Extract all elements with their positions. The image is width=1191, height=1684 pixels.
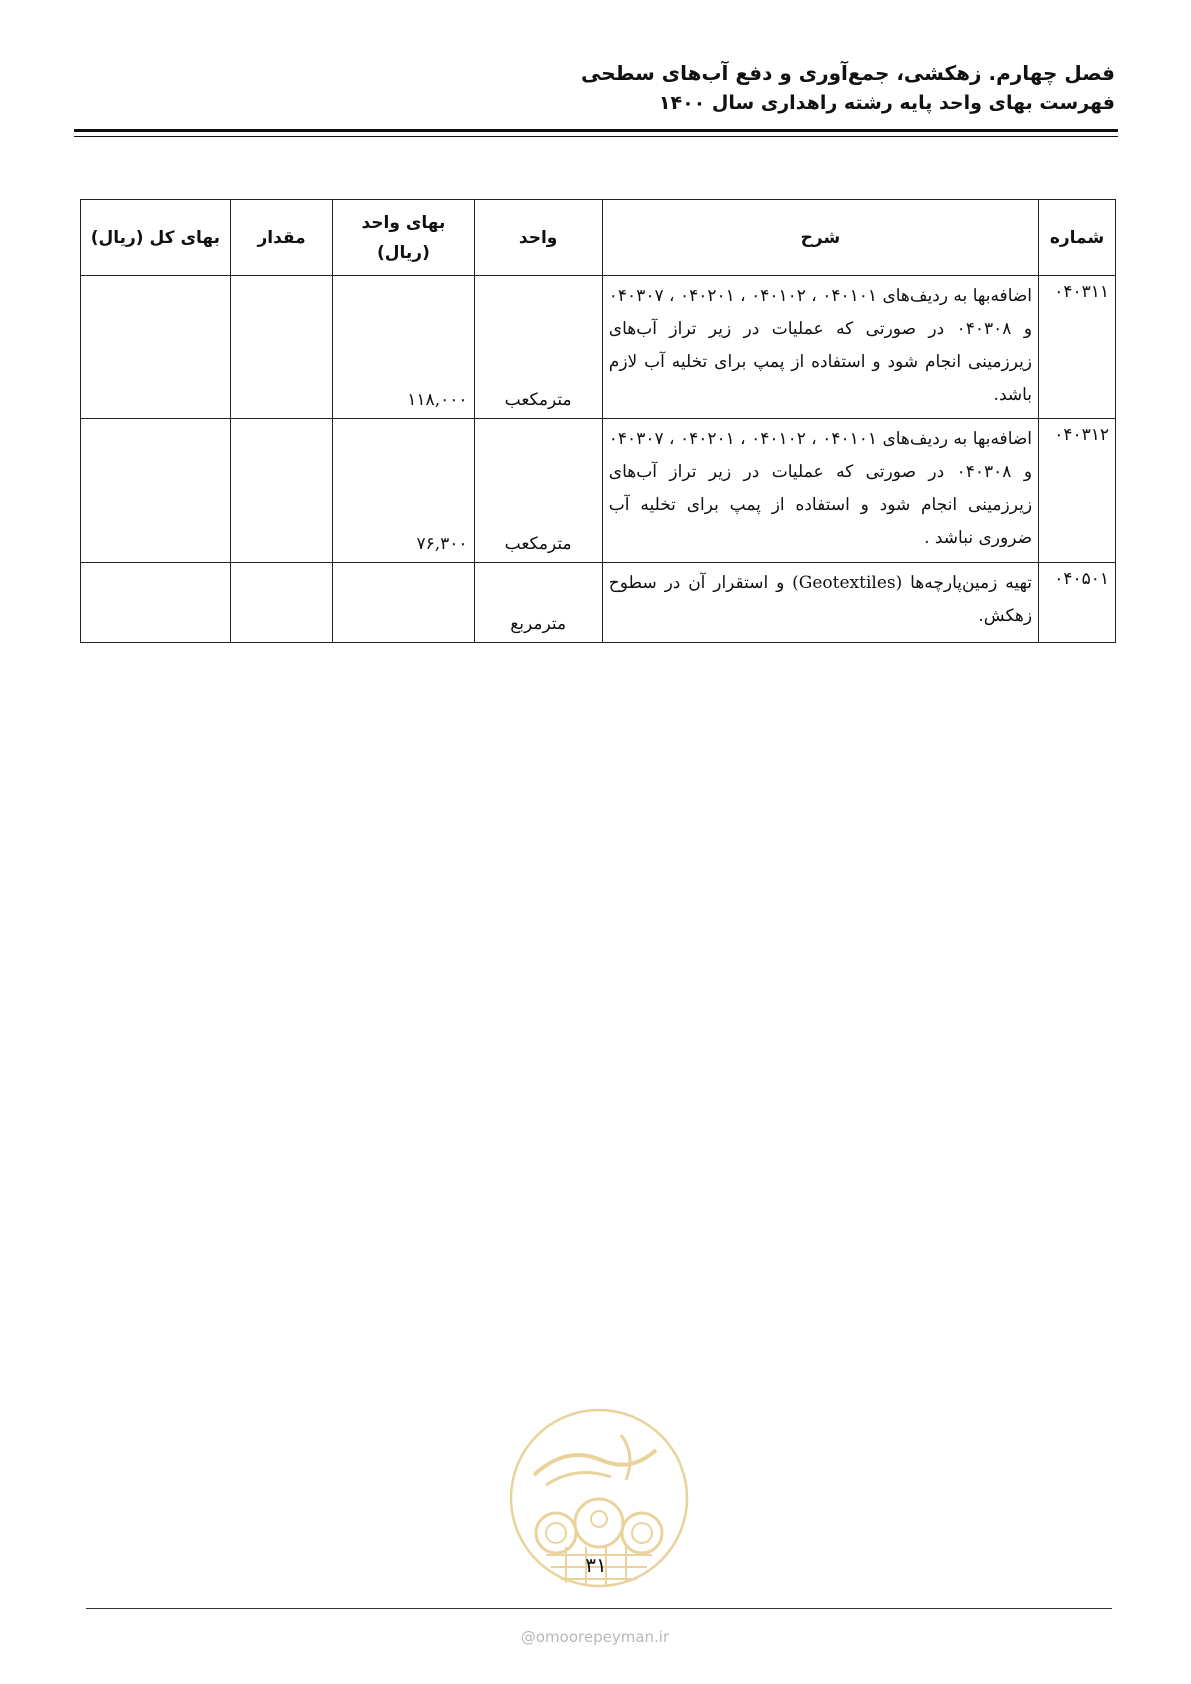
row-unit-price	[333, 563, 474, 643]
table-row	[81, 276, 1116, 419]
row-quantity	[230, 276, 333, 419]
row-unit: مترمکعب	[474, 276, 602, 419]
column-header-unit: واحد	[474, 200, 602, 276]
column-header-unit-price	[333, 200, 474, 276]
row-description	[602, 563, 1038, 643]
row-description: اضافه‌بها به ردیف‌های ۰۴۰۱۰۱ ، ۰۴۰۱۰۲ ، ۰۴۰۲۰۱ ، ۰۴۰۳۰۷ و ۰۴۰۳۰۸ در صورتی که عملیات در زیر تراز آب‌های زیرزمینی انجام شود و استفاده از پمپ برای تخلیه آب لازم باشد.	[602, 276, 1038, 419]
row-description: اضافه‌بها به ردیف‌های ۰۴۰۱۰۱ ، ۰۴۰۱۰۲ ، ۰۴۰۲۰۱ ، ۰۴۰۳۰۷ و ۰۴۰۳۰۸ در صورتی که عملیات در زیر تراز آب‌های زیرزمینی انجام شود و استفاده از پمپ برای تخلیه آب ضروری نباشد .	[602, 419, 1038, 563]
row-unit-price: ۷۶,۳۰۰	[333, 419, 474, 563]
row-number: ۰۴۰۳۱۱	[1039, 276, 1116, 419]
header-double-rule	[74, 129, 1118, 137]
price-list-title: فهرست بهای واحد پایه رشته راهداری سال ۱۴۰۰	[658, 92, 1115, 114]
table-row	[81, 563, 1116, 643]
footer-rule	[86, 1608, 1112, 1609]
row-quantity	[230, 419, 333, 563]
table-header-row	[81, 200, 1116, 276]
row-total-price	[81, 419, 231, 563]
column-header-unit-price-line2: (ریال)	[377, 242, 430, 263]
row-quantity	[230, 563, 333, 643]
row-total-price	[81, 276, 231, 419]
row-description-part2: ) و استقرار آن در سطوح زهکش.	[608, 573, 1033, 626]
row-unit-price: ۱۱۸,۰۰۰	[333, 276, 474, 419]
column-header-quantity: مقدار	[230, 200, 333, 276]
price-table-container	[80, 199, 1116, 643]
page-number: ۳۱	[585, 1553, 607, 1577]
row-unit: مترمربع	[474, 563, 602, 643]
row-number: ۰۴۰۵۰۱	[1039, 563, 1116, 643]
column-header-description: شرح	[602, 200, 1038, 276]
price-table	[80, 199, 1116, 643]
row-description-latin-term: Geotextiles	[798, 573, 896, 593]
chapter-title: فصل چهارم. زهکشی، جمع‌آوری و دفع آب‌های سطحی	[580, 61, 1115, 85]
row-total-price	[81, 563, 231, 643]
column-header-number: شماره	[1039, 200, 1116, 276]
row-unit: مترمکعب	[474, 419, 602, 563]
page-header	[75, 58, 1115, 118]
row-number: ۰۴۰۳۱۲	[1039, 419, 1116, 563]
row-description-part1: تهیه زمین‌پارچه‌ها (	[895, 573, 1033, 593]
column-header-unit-price-line1: بهای واحد	[361, 212, 446, 233]
footer-credit: @omoorepeyman.ir	[520, 1628, 670, 1646]
column-header-total-price: بهای کل (ریال)	[81, 200, 231, 276]
table-row	[81, 419, 1116, 563]
